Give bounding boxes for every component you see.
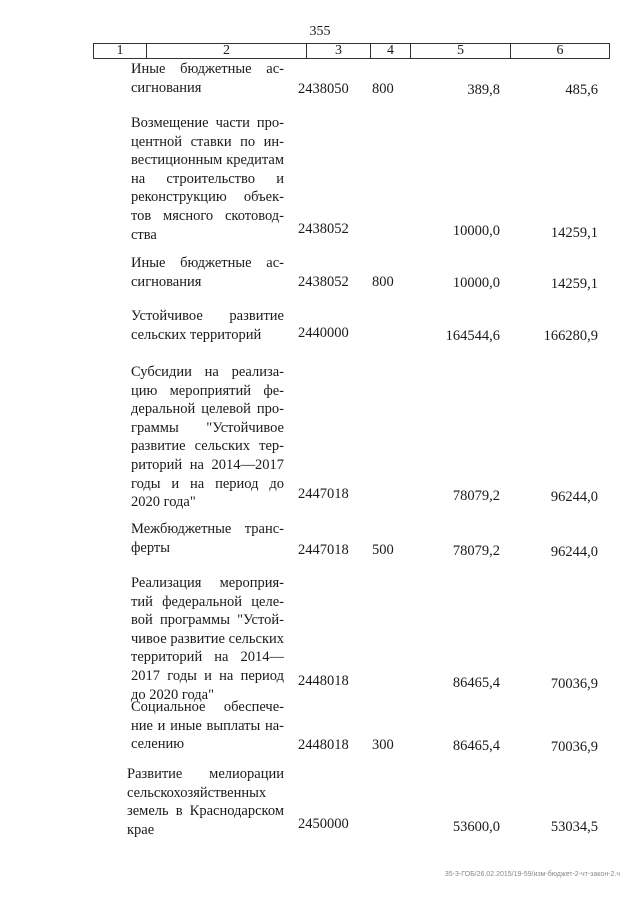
row-value-2016: 14259,1 xyxy=(550,276,598,292)
row-value-2016: 485,6 xyxy=(565,82,598,98)
row-value-2015: 78079,2 xyxy=(452,543,500,559)
table-header xyxy=(93,43,610,59)
row-description: Иные бюджетные ассигнования xyxy=(131,255,284,290)
row-value-2016: 96244,0 xyxy=(550,544,598,560)
row-code: 2448018 xyxy=(298,673,349,689)
row-value-2015: 86465,4 xyxy=(452,675,500,691)
row-value-2015: 164544,6 xyxy=(445,328,500,344)
row-value-2015: 78079,2 xyxy=(452,488,500,504)
row-type: 800 xyxy=(372,81,394,97)
row-description: Иные бюджетные ассигнования xyxy=(131,61,284,96)
row-value-2016: 53034,5 xyxy=(550,819,598,835)
row-code: 2447018 xyxy=(298,542,349,558)
row-description: Межбюджетные трансферты xyxy=(131,521,284,556)
header-col-2: 2 xyxy=(146,44,306,58)
row-value-2016: 70036,9 xyxy=(550,676,598,692)
row-code: 2450000 xyxy=(298,816,349,832)
row-code: 2438052 xyxy=(298,221,349,237)
row-value-2015: 10000,0 xyxy=(452,223,500,239)
row-description: Возмещение части процентной ставки по инвестиционным кредитам на строительство и реконструкцию объектов мясного скотоводства xyxy=(131,115,284,243)
row-type: 800 xyxy=(372,274,394,290)
row-value-2015: 10000,0 xyxy=(452,275,500,291)
header-col-4: 4 xyxy=(370,44,410,58)
row-description: Социальное обеспечение и иные выплаты населению xyxy=(131,699,284,753)
row-code: 2448018 xyxy=(298,737,349,753)
row-value-2015: 53600,0 xyxy=(452,819,500,835)
row-value-2015: 86465,4 xyxy=(452,738,500,754)
row-description: Развитие мелиорации сельскохозяйственных земель в Краснодарском крае xyxy=(127,766,284,838)
row-value-2015: 389,8 xyxy=(467,82,500,98)
row-code: 2438050 xyxy=(298,81,349,97)
document-footer: 35-3-ГОБ/26.02.2015/19-59/изм-бюджет-2-чт-закон-2.ч xyxy=(444,871,620,878)
row-type: 500 xyxy=(372,542,394,558)
row-code: 2447018 xyxy=(298,486,349,502)
row-code: 2440000 xyxy=(298,325,349,341)
header-col-6: 6 xyxy=(510,44,609,58)
row-value-2016: 96244,0 xyxy=(550,489,598,505)
page-number: 355 xyxy=(309,24,331,39)
row-code: 2438052 xyxy=(298,274,349,290)
row-value-2016: 70036,9 xyxy=(550,739,598,755)
row-description: Реализация мероприятий федеральной целевой программы "Устойчивое развитие сельских территорий на 2014—2017 годы и на период до 2020 года" xyxy=(131,575,284,703)
header-col-1: 1 xyxy=(116,43,124,58)
row-description: Устойчивое развитие сельских территорий xyxy=(131,308,284,343)
row-value-2016: 14259,1 xyxy=(550,225,598,241)
row-type: 300 xyxy=(372,737,394,753)
header-col-3: 3 xyxy=(306,44,370,58)
row-description: Субсидии на реализацию мероприятий федеральной целевой программы "Устойчивое развитие сельских территорий на 2014—2017 годы и на период до 2020 года" xyxy=(131,364,284,511)
row-value-2016: 166280,9 xyxy=(543,328,598,344)
header-col-5: 5 xyxy=(410,44,510,58)
